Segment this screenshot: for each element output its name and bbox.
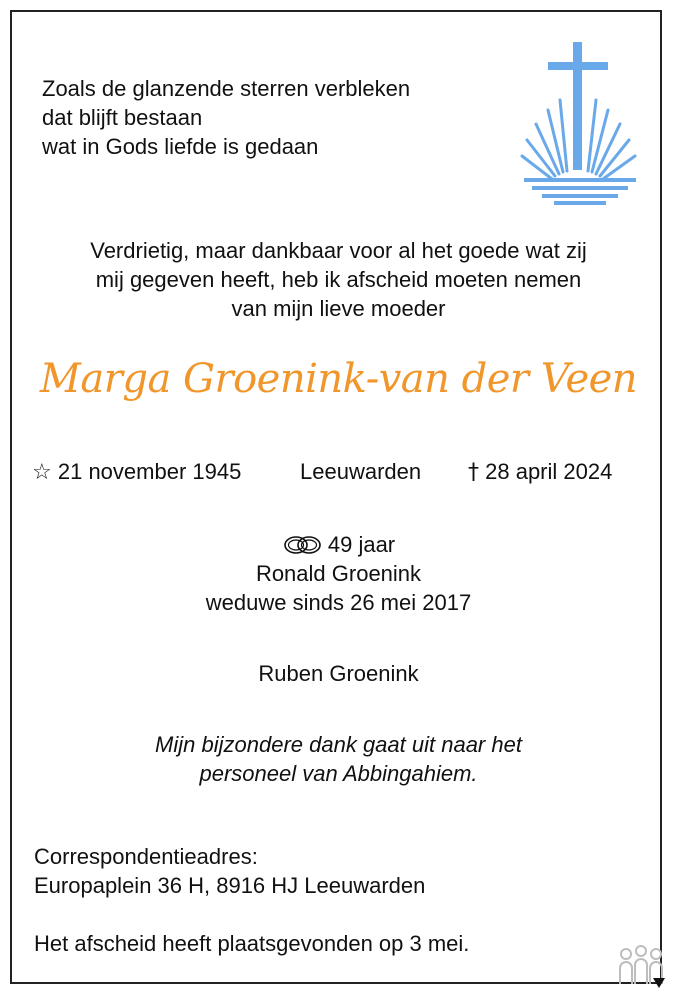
correspondence-address: Europaplein 36 H, 8916 HJ Leeuwarden — [34, 873, 426, 898]
farewell-note: Het afscheid heeft plaatsgevonden op 3 mei. — [34, 931, 470, 956]
death-info — [468, 457, 612, 487]
correspondence — [34, 842, 425, 900]
birth-info — [32, 457, 241, 487]
intro-line: mij gegeven heeft, heb ik afscheid moeten nemen — [95, 267, 582, 292]
marriage-years — [0, 530, 677, 559]
correspondence-label: Correspondentieadres: — [34, 844, 258, 869]
star-icon: ☆ — [32, 460, 52, 485]
verse-line: dat blijft bestaan — [42, 105, 203, 130]
thanks-line: Mijn bijzondere dank gaat uit naar het — [155, 732, 522, 757]
place: Leeuwarden — [300, 459, 422, 484]
arrow-down-icon — [653, 978, 665, 988]
death-date: 28 april 2024 — [485, 459, 613, 484]
spouse-name: Ronald Groenink — [255, 561, 422, 586]
intro-line: van mijn lieve moeder — [231, 296, 446, 321]
cross-sunrise-logo — [518, 40, 642, 206]
deceased-name: Marga Groenink-van der Veen — [39, 356, 638, 402]
cross-icon: † — [468, 460, 479, 485]
verse-line: wat in Gods liefde is gedaan — [42, 134, 319, 159]
thanks-line: personeel van Abbingahiem. — [199, 761, 478, 786]
thanks-text — [0, 730, 677, 788]
people-group-logo — [616, 944, 666, 990]
widow-note: weduwe sinds 26 mei 2017 — [205, 590, 472, 615]
wedding-rings-icon — [282, 534, 324, 556]
verse-line: Zoals de glanzende sterren verbleken — [42, 76, 411, 101]
intro-text — [0, 236, 677, 323]
verse — [42, 74, 410, 161]
intro-line: Verdrietig, maar dankbaar voor al het goede wat zij — [90, 238, 587, 263]
birth-date: 21 november 1945 — [57, 459, 242, 484]
child-name: Ruben Groenink — [258, 661, 419, 686]
marriage-years-text: 49 jaar — [327, 532, 396, 557]
